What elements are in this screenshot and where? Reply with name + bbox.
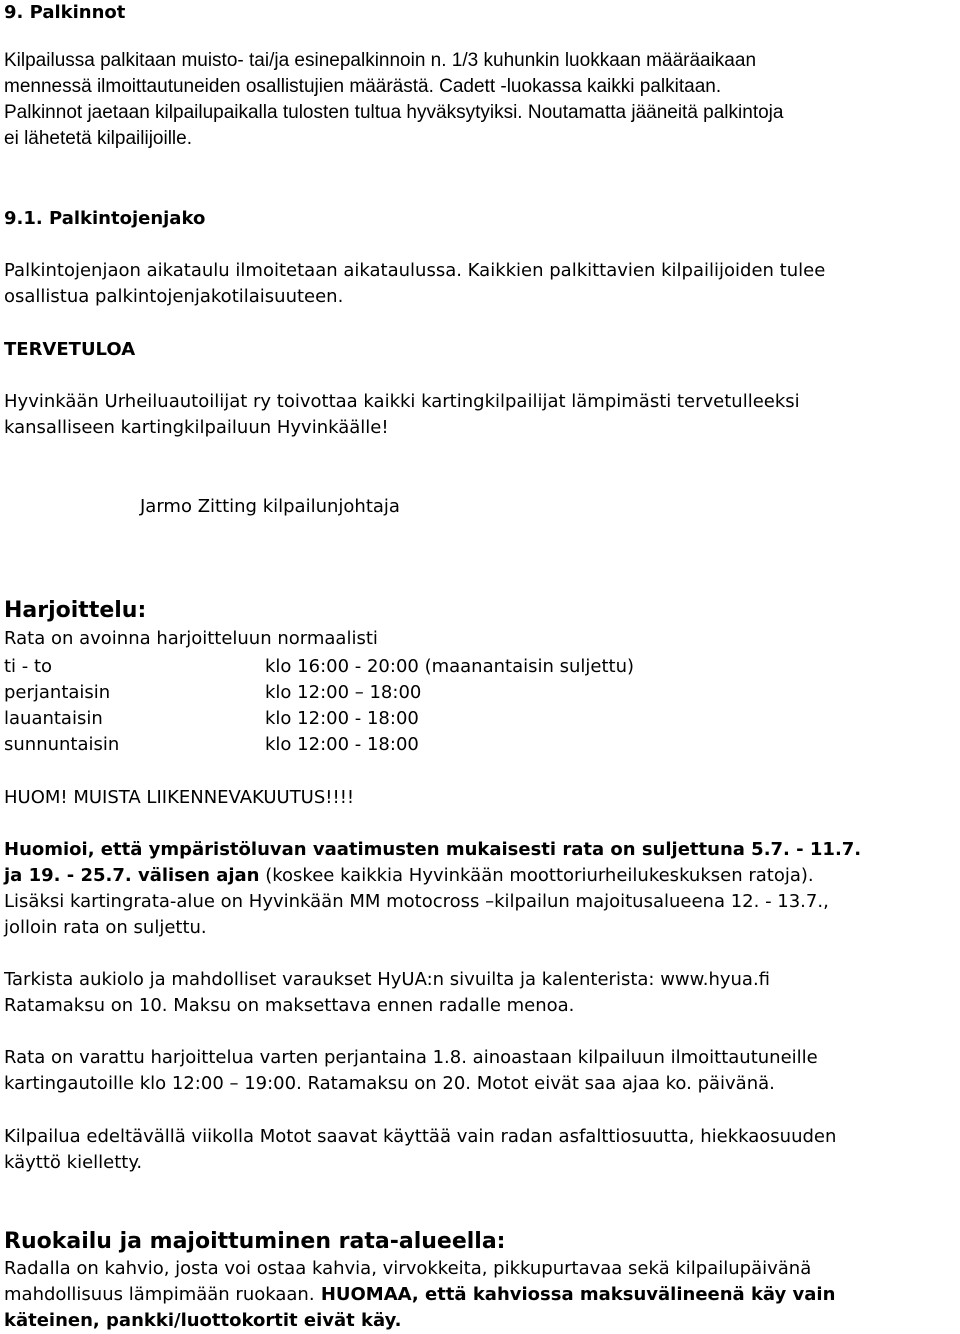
schedule-day: lauantaisin [4,708,103,729]
practice-intro: Rata on avoinna harjoitteluun normaalisti [4,628,378,649]
section-9-paragraph-line: mennessä ilmoittautuneiden osallistujien määrästä. Cadett -luokassa kaikki palkitaan. [4,76,722,97]
closure-dates: ja 19. - 25.7. välisen ajan [4,865,260,886]
section-9-title: 9. Palkinnot [4,2,126,23]
schedule-time: klo 12:00 - 18:00 [265,708,419,729]
closure-notice-line [4,863,814,889]
moto-usage-line: Kilpailua edeltävällä viikolla Motot saavat käyttää vain radan asfalttiosuutta, hiekkaosuuden [4,1126,837,1147]
insurance-reminder: HUOM! MUISTA LIIKENNEVAKUUTUS!!!! [4,787,355,808]
closure-scope: (koskee kaikkia Hyvinkään moottoriurheilukeskuksen ratoja). [259,865,814,886]
section-9-paragraph-line: Kilpailussa palkitaan muisto- tai/ja esinepalkinnoin n. 1/3 kuhunkin luokkaan määräaikaan [4,50,757,71]
payment-warning: HUOMAA, että kahviossa maksuvälineenä käy vain [314,1284,836,1305]
food-paragraph-line: käteinen, pankki/luottokortit eivät käy. [4,1310,402,1331]
schedule-time: klo 12:00 - 18:00 [265,734,419,755]
section-9-1-title: 9.1. Palkintojenjako [4,208,206,229]
closure-notice-line: Huomioi, että ympäristöluvan vaatimusten mukaisesti rata on suljettuna 5.7. - 11.7. [4,839,862,860]
signature-line: Jarmo Zitting kilpailunjohtaja [140,496,400,517]
closure-notice-line: jolloin rata on suljettu. [4,917,207,938]
practice-title: Harjoittelu: [4,598,147,623]
section-9-paragraph-line: Palkinnot jaetaan kilpailupaikalla tulosten tultua hyväksytyiksi. Noutamatta jääneitä palkintoja [4,102,784,123]
section-9-1-paragraph-line [4,258,825,284]
food-paragraph-line [4,1282,835,1308]
welcome-title: TERVETULOA [4,339,136,360]
schedule-announcement: Palkintojenjaon aikataulu ilmoitetaan aikataulussa. [4,260,462,281]
moto-usage-line: käyttö kielletty. [4,1152,143,1173]
friday-reservation-line: kartingautoille klo 12:00 – 19:00. Ratamaksu on 20. Motot eivät saa ajaa ko. päivänä. [4,1073,775,1094]
attendance-requirement: Kaikkien palkittavien kilpailijoiden tulee [461,260,826,281]
check-availability-line: Tarkista aukiolo ja mahdolliset varaukset HyUA:n sivuilta ja kalenterista: www.hyua.fi [4,969,771,990]
schedule-time: klo 12:00 – 18:00 [265,682,422,703]
schedule-time: klo 16:00 - 20:00 (maanantaisin suljettu) [265,656,635,677]
welcome-paragraph-line: kansalliseen kartingkilpailuun Hyvinkäälle! [4,417,389,438]
welcome-paragraph-line: Hyvinkään Urheiluautoilijat ry toivottaa kaikki kartingkilpailijat lämpimästi tervetulleeksi [4,391,800,412]
food-title: Ruokailu ja majoittuminen rata-alueella: [4,1229,506,1254]
section-9-1-paragraph-line: osallistua palkintojenjakotilaisuuteen. [4,286,344,307]
closure-notice-line: Lisäksi kartingrata-alue on Hyvinkään MM motocross –kilpailun majoitusalueena 12. - 13.7., [4,891,829,912]
section-9-paragraph-line: ei lähetetä kilpailijoille. [4,128,192,149]
friday-reservation-line: Rata on varattu harjoittelua varten perjantaina 1.8. ainoastaan kilpailuun ilmoittautuneille [4,1047,818,1068]
track-fee-line: Ratamaksu on 10. Maksu on maksettava ennen radalle menoa. [4,995,575,1016]
warm-food-note: mahdollisuus lämpimään ruokaan. [4,1284,315,1305]
schedule-day: perjantaisin [4,682,111,703]
food-paragraph-line: Radalla on kahvio, josta voi ostaa kahvia, virvokkeita, pikkupurtavaa sekä kilpailupäivänä [4,1258,812,1279]
schedule-day: sunnuntaisin [4,734,120,755]
schedule-day: ti - to [4,656,53,677]
